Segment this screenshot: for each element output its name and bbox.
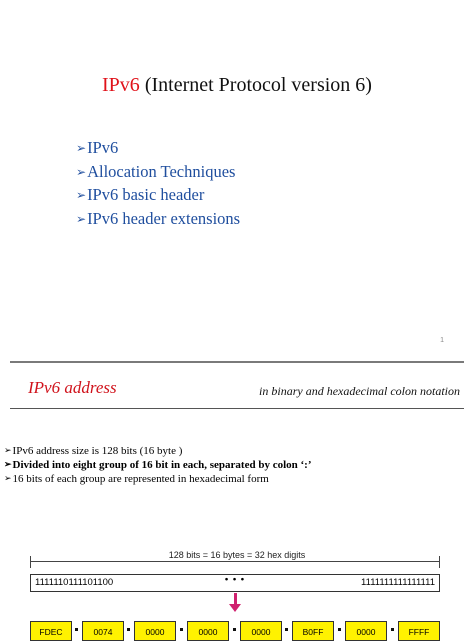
slide-title — [0, 74, 474, 97]
slide-2-subtitle: in binary and hexadecimal colon notation — [259, 384, 460, 398]
arrowhead-bullet-icon: ➢ — [4, 459, 12, 469]
list-item: ➢16 bits of each group are represented in hexadecimal form — [4, 473, 269, 485]
slide-2-title: IPv6 address — [28, 378, 117, 397]
hex-group: 0074 — [82, 621, 124, 641]
colon-dot — [75, 628, 78, 631]
page-number: 1 — [440, 337, 444, 344]
hex-group: 0000 — [134, 621, 176, 641]
list-item: ➢IPv6 address size is 128 bits (16 byte ) — [4, 445, 183, 457]
arrowhead-bullet-icon: ➢ — [76, 141, 87, 155]
list-item: ➢IPv6 basic header — [76, 185, 205, 204]
arrowhead-bullet-icon: ➢ — [76, 211, 87, 226]
colon-dot — [391, 628, 394, 631]
down-arrow-head-icon — [229, 604, 241, 612]
dimension-line — [30, 561, 440, 562]
arrowhead-bullet-icon: ➢ — [76, 188, 87, 202]
dimension-tick-left — [30, 556, 31, 568]
arrowhead-bullet-icon: ➢ — [76, 164, 87, 179]
hex-group: 0000 — [240, 621, 282, 641]
dimension-tick-right — [439, 556, 440, 568]
hex-group: 0000 — [187, 621, 229, 641]
list-item: ➢IPv6 — [76, 138, 119, 157]
hex-group: FFFF — [398, 621, 440, 641]
list-item: ➢Divided into eight group of 16 bit in each, separated by colon ‘:’ — [4, 459, 312, 471]
hex-group: FDEC — [30, 621, 72, 641]
address-diagram — [0, 363, 474, 637]
slide-2 — [0, 363, 474, 637]
binary-address-box — [30, 574, 440, 592]
colon-dot — [338, 628, 341, 631]
colon-dot — [285, 628, 288, 631]
colon-dot — [127, 628, 130, 631]
binary-left: 1111110111101100 — [35, 577, 114, 588]
colon-dot — [180, 628, 183, 631]
hex-group: B0FF — [292, 621, 334, 641]
title-ipv6: IPv6 — [102, 74, 140, 96]
binary-right: 1111111111111111 — [361, 577, 435, 588]
list-item: ➢IPv6 header extensions — [76, 208, 241, 228]
hex-groups-row — [0, 621, 474, 635]
bits-label: 128 bits = 16 bytes = 32 hex digits — [168, 550, 306, 560]
title-rest: (Internet Protocol version 6) — [139, 74, 372, 96]
arrowhead-bullet-icon: ➢ — [4, 473, 12, 483]
list-item: ➢Allocation Techniques — [76, 161, 236, 181]
topic-list — [76, 137, 240, 231]
binary-ellipsis: • • • — [224, 574, 246, 585]
hex-group: 0000 — [345, 621, 387, 641]
arrowhead-bullet-icon: ➢ — [4, 445, 12, 455]
colon-dot — [233, 628, 236, 631]
